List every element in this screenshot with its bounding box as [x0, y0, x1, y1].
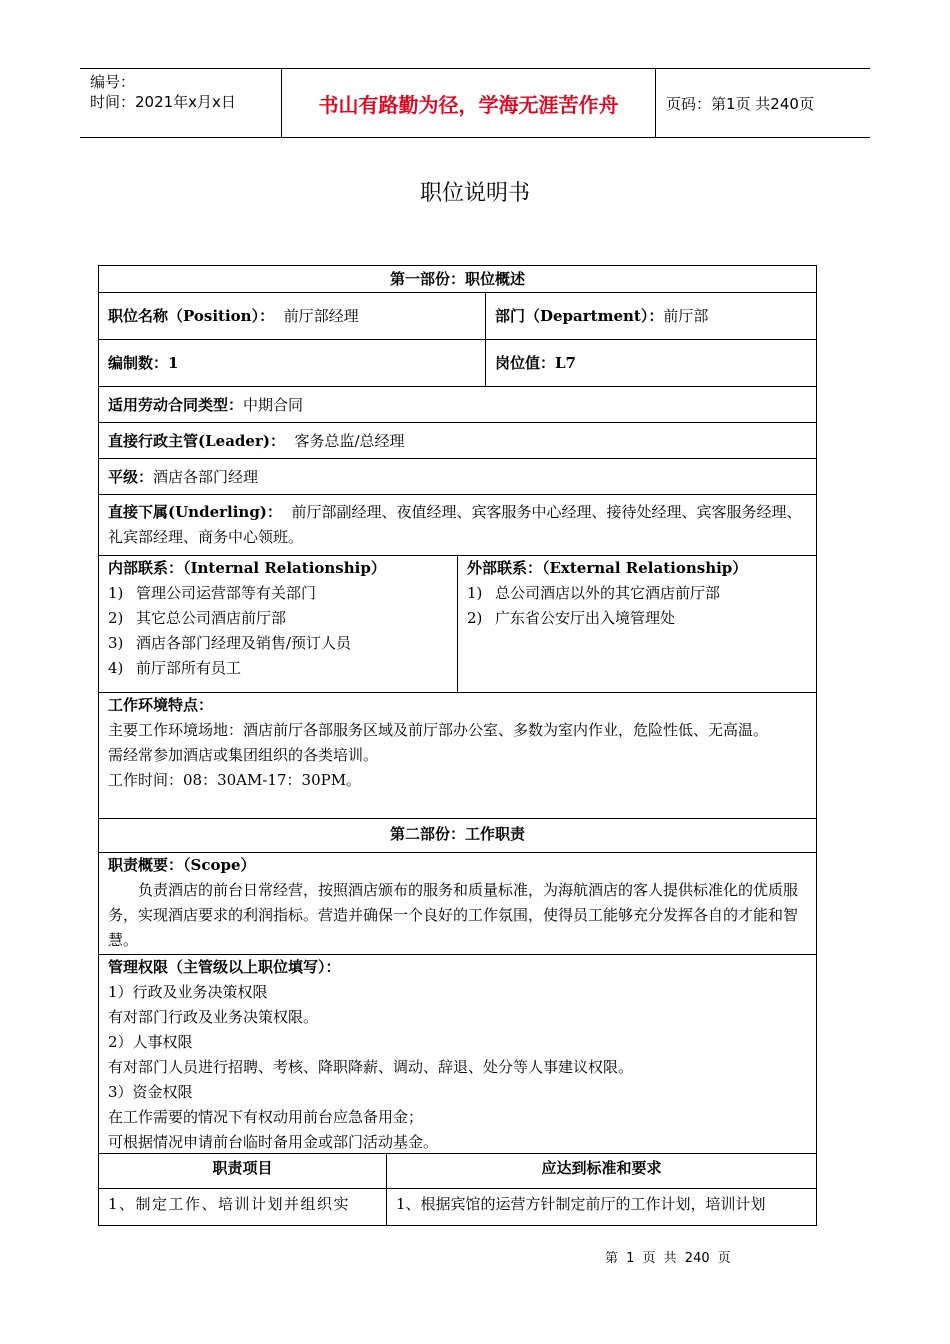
- authority-line: 可根据情况申请前台临时备用金或部门活动基金。: [108, 1133, 439, 1151]
- leader-row: [99, 423, 816, 459]
- part1-heading: 第一部份：职位概述: [99, 266, 816, 293]
- header-motto: 书山有路勤为径，学海无涯苦作舟: [281, 69, 656, 137]
- position-value: 前厅部经理: [283, 307, 359, 325]
- contract-row: [99, 387, 816, 423]
- authority-line: 在工作需要的情况下有权动用前台应急备用金；: [108, 1108, 424, 1126]
- department-label: 部门（Department）：: [495, 307, 664, 325]
- level-row: [99, 459, 816, 495]
- authority-line: 有对部门人员进行招聘、考核、降职降薪、调动、辞退、处分等人事建议权限。: [108, 1058, 634, 1076]
- scope-row: [99, 853, 816, 955]
- authority-line: 1）行政及业务决策权限: [108, 983, 268, 1001]
- scope-label: 职责概要：（Scope）: [108, 856, 256, 874]
- part2-heading: 第二部份：工作职责: [99, 819, 816, 853]
- list-item: 1) 管理公司运营部等有关部门: [108, 584, 317, 602]
- underling-value: 前厅部副经理、夜值经理、宾客服务中心经理、接待处经理、宾客服务经理、礼宾部经理、商务中心领班。: [108, 503, 802, 546]
- duty-header-row: [99, 1154, 816, 1189]
- grade-cell: 岗位值：L7: [495, 354, 576, 372]
- page-header: [80, 68, 870, 138]
- authority-row: [99, 955, 816, 1154]
- department-cell: [486, 293, 816, 339]
- duty-item-cell: 1、制定工作、培训计划并组织实: [99, 1189, 387, 1225]
- underling-label: 直接下属(Underling)：: [108, 503, 282, 521]
- environment-label: 工作环境特点：: [108, 696, 214, 714]
- headcount-cell: 编制数：1: [99, 340, 486, 386]
- underling-row: [99, 495, 816, 556]
- position-label: 职位名称（Position）：: [108, 307, 275, 325]
- table-row: [99, 1189, 816, 1225]
- environment-line: 主要工作环境场地：酒店前厅各部服务区域及前厅部办公室、多数为室内作业，危险性低、无高温。: [108, 721, 769, 739]
- environment-line: 工作时间：08：30AM-17：30PM。: [108, 771, 362, 789]
- list-item: 2) 广东省公安厅出入境管理处: [467, 609, 676, 627]
- relationship-row: [99, 556, 816, 693]
- header-page-info: 页码：第1页 共240页: [666, 94, 814, 113]
- job-description-table: [98, 265, 817, 1226]
- date-label: 时间：2021年x月x日: [90, 93, 236, 111]
- authority-line: 有对部门行政及业务决策权限。: [108, 1008, 319, 1026]
- environment-line: 需经常参加酒店或集团组织的各类培训。: [108, 746, 379, 764]
- list-item: 2) 其它总公司酒店前厅部: [108, 609, 287, 627]
- headcount-row: [99, 340, 816, 387]
- contract-label: 适用劳动合同类型：: [108, 396, 244, 414]
- list-item: 4) 前厅部所有员工: [108, 659, 242, 677]
- level-value: 酒店各部门经理: [153, 468, 259, 486]
- duty-standard-cell: 1、根据宾馆的运营方针制定前厅的工作计划，培训计划: [396, 1195, 766, 1213]
- leader-value: 客务总监/总经理: [294, 432, 405, 450]
- external-label: 外部联系：（External Relationship）: [467, 559, 748, 577]
- external-relationship-cell: [458, 556, 816, 692]
- internal-relationship-cell: [99, 556, 458, 692]
- scope-text: 负责酒店的前台日常经营，按照酒店颁布的服务和质量标准，为海航酒店的客人提供标准化的优质服务，实现酒店要求的利润指标。营造并确保一个良好的工作氛围，使得员工能够充分发挥各自的才能和智慧。: [108, 881, 799, 949]
- col-duty-item: 职责项目: [99, 1154, 387, 1188]
- authority-line: 3）资金权限: [108, 1083, 193, 1101]
- code-label: 编号：: [90, 73, 136, 91]
- environment-row: [99, 693, 816, 819]
- position-row: [99, 293, 816, 340]
- department-value: 前厅部: [663, 307, 709, 325]
- authority-line: 2）人事权限: [108, 1033, 193, 1051]
- list-item: 3) 酒店各部门经理及销售/预订人员: [108, 634, 352, 652]
- internal-label: 内部联系：（Internal Relationship）: [108, 559, 386, 577]
- position-cell: [99, 293, 486, 339]
- contract-value: 中期合同: [243, 396, 304, 414]
- list-item: 1) 总公司酒店以外的其它酒店前厅部: [467, 584, 721, 602]
- leader-label: 直接行政主管(Leader)：: [108, 432, 285, 450]
- authority-label: 管理权限（主管级以上职位填写）：: [108, 958, 341, 976]
- col-duty-standard: 应达到标准和要求: [541, 1159, 662, 1177]
- page-title: 职位说明书: [419, 181, 530, 206]
- page-footer: 第 1 页 共 240 页: [605, 1251, 731, 1266]
- level-label: 平级：: [108, 468, 154, 486]
- header-meta: [80, 69, 281, 137]
